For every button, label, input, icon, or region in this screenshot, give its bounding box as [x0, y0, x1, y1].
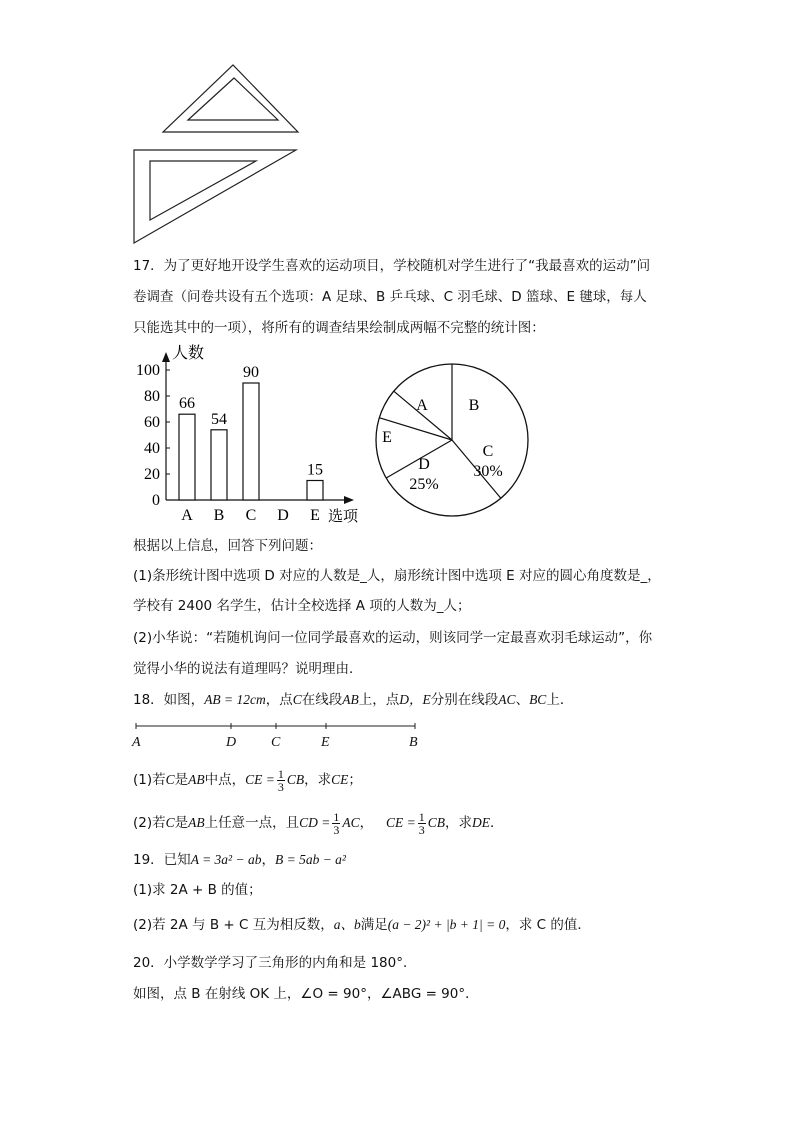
point-label-a: A: [132, 735, 141, 750]
pie-label-c: C: [482, 443, 494, 460]
bar-a: [179, 414, 195, 500]
q17-line1: 17．为了更好地开设学生喜欢的运动项目，学校随机对学生进行了“我最喜欢的运动”问: [133, 258, 651, 274]
q20-line2: 如图，点 B 在射线 OK 上，∠O = 90°，∠ABG = 90°．: [133, 986, 479, 1002]
q17-line2: 卷调查（问卷共设有五个选项：A 足球、B 乒乓球、C 羽毛球、D 篮球、E 毽球，每人: [133, 289, 647, 305]
q17-part2-line1: (2)小华说：“若随机询问一位同学最喜欢的运动，则该同学一定最喜欢羽毛球运动”，你: [133, 630, 653, 646]
pie-label-b: B: [468, 397, 480, 414]
pie-chart: [370, 358, 535, 518]
point-label-e: E: [321, 735, 330, 750]
segment-figure: [128, 718, 428, 752]
pie-label-a: A: [416, 397, 428, 414]
q17-part1-line2: 学校有 2400 名学生，估计全校选择 A 项的人数为_人；: [133, 598, 471, 614]
bar-b: [211, 430, 227, 500]
x-tick-label: B: [213, 507, 225, 524]
q17-line3: 只能选其中的一项），将所有的调查结果绘制成两幅不完整的统计图：: [133, 320, 545, 336]
y-tick-label: 100: [136, 362, 160, 379]
y-tick-label: 60: [144, 414, 160, 431]
bottom-triangle-outer: [134, 150, 296, 243]
q19-part1: (1)求 2A + B 的值；: [133, 882, 262, 898]
top-triangle-outer: [163, 65, 298, 132]
q18-part2: (2)若C是AB上任意一点，且CD = $\frac{1}{3}$ AC， CE = $\frac{1}{3}$ CB，求DE．: [133, 809, 504, 837]
pie-percent-d: 25%: [409, 476, 439, 493]
bar-c: [243, 383, 259, 500]
y-tick-label: 20: [144, 466, 160, 483]
y-axis-label: 人数: [172, 343, 205, 362]
pie-label-d: D: [418, 456, 430, 473]
q20-line1: 20．小学数学学习了三角形的内角和是 180°．: [133, 955, 417, 971]
x-tick-label: C: [245, 507, 257, 524]
x-tick-label: A: [181, 507, 193, 524]
q19-part2: (2)若 2A 与 B + C 互为相反数，a、b满足(a − 2)² + |b + 1| = 0，求 C 的值．: [133, 917, 591, 933]
y-tick-label: 80: [144, 388, 160, 405]
q19-stem: 19．已知A = 3a² − ab，B = 5ab − a²: [133, 852, 346, 868]
pie-percent-c: 30%: [473, 463, 503, 480]
q18-stem: 18．如图，AB = 12cm，点C在线段AB上，点D，E分别在线段AC、BC上．: [133, 692, 574, 708]
x-tick-label: E: [310, 507, 320, 524]
x-axis-label: 选项: [328, 507, 359, 525]
data-label-c: 90: [243, 364, 259, 381]
data-label-e: 15: [307, 461, 323, 479]
x-tick-label: D: [277, 507, 289, 524]
x-axis-arrow: [344, 496, 354, 504]
data-label-a: 66: [179, 395, 195, 413]
pie-label-e: E: [382, 429, 392, 446]
q17-part1-line1: (1)条形统计图中选项 D 对应的人数是_人，扇形统计图中选项 E 对应的圆心角度数是_，: [133, 568, 661, 584]
q17-instruction: 根据以上信息，回答下列问题：: [133, 538, 322, 554]
point-label-d: D: [226, 735, 237, 750]
q18-part1: (1)若C是AB中点，CE = $\frac{1}{3}$ CB，求CE；: [133, 766, 362, 794]
y-tick-label: 40: [144, 440, 160, 457]
bar-chart: [130, 338, 375, 530]
triangle-rulers-figure: [128, 60, 308, 250]
data-label-b: 54: [211, 410, 227, 428]
bar-e: [307, 481, 323, 501]
bottom-triangle-inner: [150, 161, 256, 220]
y-axis-arrow: [162, 352, 170, 362]
top-triangle-inner: [188, 78, 278, 120]
point-label-c: C: [271, 735, 281, 750]
point-label-b: B: [409, 735, 418, 750]
q17-part2-line2: 觉得小华的说法有道理吗？说明理由．: [133, 661, 363, 677]
y-tick-label: 0: [152, 492, 160, 509]
